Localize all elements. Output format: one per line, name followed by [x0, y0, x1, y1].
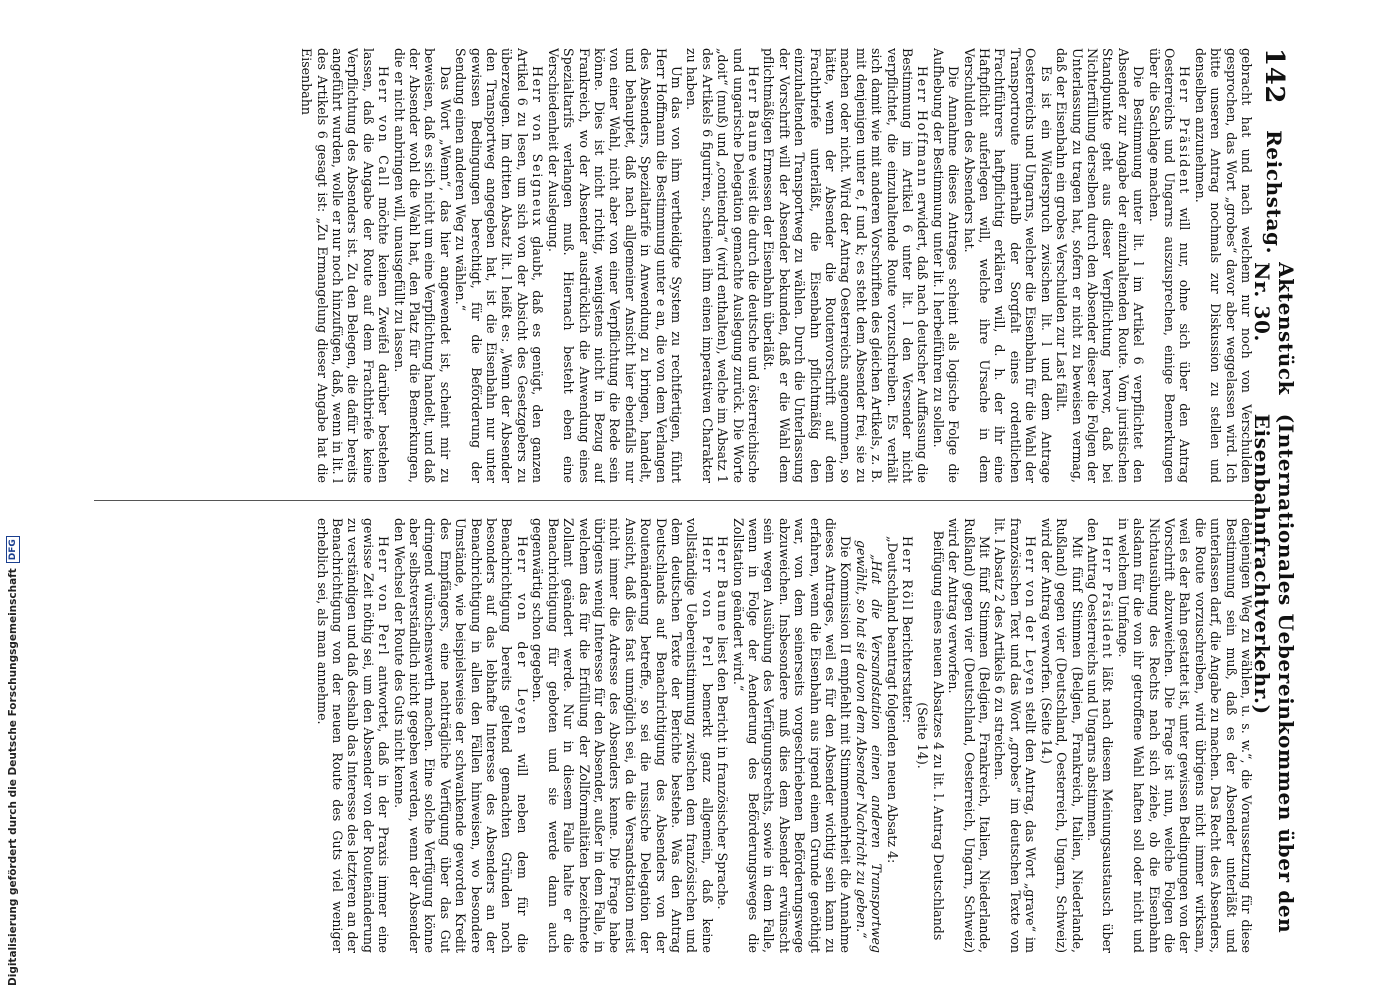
speaker-name: Herr Präsident [1177, 66, 1193, 196]
paragraph-text: Um das von ihm vertheidigte System zu rechtfertigen, führt Herr Hoffmann die Bestimmung unter e an, die von dem Verlangen des Absenders, Spezialtarife in Anwendung zu bringen, handelt, und behauptet, daß nach allgemeiner Ansicht hier ebenfalls nur von einer Wahl, nicht aber von einer Verpflichtung die Rede sein könne. Dies ist nicht richtig, wenigstens nicht in Bezug auf Frankreich, wo der Absender ausdrücklich die Anwendung eines Spezialtarifs verlangen muß. Hiernach besteht eben eine Verschiedenheit der Auslegung. [545, 48, 684, 483]
paragraph [391, 48, 453, 483]
speaker-name: Herr Röll [900, 536, 916, 612]
paragraph-text: Die Bestimmung unter lit. l im Artikel 6 verpflichtet den Absender zur Angabe der einzuhaltenden Route. Vom juristischen Standpunkte geht aus dieser Verpflichtung hervor, daß bei Nichterfüllung derselben durch den Absender dieser die Folgen der Unterlassung zu tragen hat, sofern er nicht zu beweisen vermag, daß der Eisenbahn ein grobes Verschulden zur Last fällt. [1054, 48, 1147, 483]
right-column [89, 518, 1254, 953]
paragraph [453, 48, 545, 483]
speaker-name: Herr von Seigneux [530, 66, 546, 228]
paragraph [299, 48, 391, 483]
rotated-document-page [82, 48, 1298, 953]
paragraph-text: erwidert, daß nach deutscher Auffassung die Bestimmung im Artikel 6 unter lit. l den Versender nicht verpflichtet, die einzuhaltende Route vorzuschreiben. Es verhält sich damit wie mit anderen Vorschriften des gleichen Artikels, z. B. mit denjenigen unter e, f und k; es steht dem Absender frei, sie zu machen oder nicht. Wird der Antrag Oesterreichs angenommen, so hätte, wenn der Absender die Routenvorschrift auf dem Frachtbriefe unterläßt, die Eisenbahn pflichtmäßig den einzuhaltenden Transportweg zu wählen. Durch die Unterlassung der Vorschrift will der Absender bekunden, daß er die Wahl dem pflichtmäßigen Ermessen der Eisenbahn überläßt. [761, 48, 931, 483]
paragraph [530, 518, 715, 953]
paragraph [1054, 48, 1146, 483]
speaker-name: Herr von Perl [376, 536, 392, 657]
speaker-name: Herr von der Leyen [1023, 536, 1039, 697]
paragraph [314, 518, 391, 953]
speaker-name: Herr von Perl [699, 536, 715, 669]
paragraph [915, 518, 946, 953]
paragraph-text: Die Annahme dieses Antrages scheint als logische Folge die Aufhebung der Bestimmung unter lit. l herbeiführen zu sollen. [930, 48, 962, 483]
paragraph-text: Mit fünf Stimmen (Belgien, Frankreich, Italien, Niederlande, Rußland) gegen vier (Deutschland, Oesterreich, Ungarn, Schweiz) wird der Antrag verworfen. [946, 518, 993, 953]
paragraph [961, 48, 1053, 483]
paragraph [853, 518, 884, 953]
page-header [1250, 48, 1298, 953]
paragraph [992, 518, 1038, 953]
paragraph-text: denjenigen Weg zu wählen, u. s. w.“, die Voraussetzung für diese Bestimmung sein muß, daß es der Absender unterläßt und unterlassen darf, die Angabe zu machen. Das Recht des Absenders, die Route vorzuschreiben, wird übrigens nicht immer wirksam, weil es der Bahn gestattet ist, unter gewissen Bedingungen von der Vorschrift abzuweichen. Die Frage ist nun, welche Folgen die Nichtausübung des Rechts nach sich ziehe, ob die Eisenbahn alsdann für die von ihr getroffene Wahl haften soll oder nicht und in welchem Umfange. [1115, 518, 1254, 953]
paragraph-text: stellt den Antrag, das Wort „grave“ im französischen Text und das Wort „grobes“ im deutschen Texte von lit. l Absatz 2 des Artikels 6 zu streichen. [992, 518, 1039, 953]
paragraph [1085, 518, 1116, 953]
paragraph [884, 518, 899, 953]
paragraph [545, 48, 684, 483]
paragraph-text: antwortet, daß in der Praxis immer eine gewisse Zeit nöthig sei, um den Absender von der Routenänderung zu verständigen und daß deshalb das Interesse des letzteren an der Benachrichtigung von der neuen Route des Guts viel weniger erheblich sei, als man annehme. [314, 518, 392, 953]
column-divider [94, 500, 1254, 501]
paragraph [761, 48, 930, 483]
header-section: Reichstag. [1262, 130, 1286, 255]
paragraph-text: Das Wort „Wenn“, das hier angewendet ist, scheint mir zu beweisen, daß es sich nicht um eine Verpflichtung handelt, und daß der Absender wohl die Wahl hat, den Platz für die Bemerkungen, die er nicht anbringen will, unausgefüllt zu lassen. [391, 48, 453, 483]
paragraph [1146, 48, 1192, 483]
speaker-name: Herr Präsident [1100, 536, 1116, 660]
paragraph-text: Mit fünf Stimmen (Belgien, Frankreich, Italien, Niederlande, Rußland) gegen vier (Deutschland, Oesterreich, Ungarn, Schweiz) wird der Antrag verworfen. (Seite 14.) [1038, 518, 1085, 953]
paragraph-text: Die Kommission II empfiehlt mit Stimmenmehrheit die Annahme dieses Antrages, weil es für den Absender wichtig sein kann zu erfahren, wenn die Eisenbahn aus irgend einem Grunde genöthigt war, von dem seinerseits vorgeschriebenen Beförderungswege abzuweichen. Insbesondere muß dies dem Absender erwünscht sein wegen Ausübung des Verfügungsrechts, sowie in dem Falle, wenn in Folge der Aenderung des Beförderungsweges die Zollstation geändert wird.“ [730, 518, 854, 953]
paragraph-text: Es ist ein Widerspruch zwischen lit. l und dem Antrage Oesterreichs und Ungarns, welcher die Eisenbahn für die Wahl der Transportroute innerhalb der Sorgfalt eines ordentlichen Frachtführers haftpflichtig erklären will, d. h. der ihr eine Haftpflicht auferlegen will, welche ihre Ursache in dem Verschulden des Absenders hat. [961, 48, 1054, 483]
footer-credit: Digitalisierung gefördert durch die Deutsche Forschungsgemeinschaft [7, 568, 19, 986]
paragraph-text: weist die durch die deutsche und österreichische und ungarische Delegation gemachte Auslegung zurück. Die Worte „doit“ (muß) und „contiendra“ (wird enthalten), welche im Absatz 1 des Artikels 6 figuriren, scheinen ihm einen imperativen Charakter zu haben. [684, 48, 761, 483]
paragraph-text: läßt nach diesem Meinungsaustausch über den Antrag Oesterreichs und Ungarns abstimmen. [1084, 518, 1116, 953]
paragraph [1038, 518, 1084, 953]
header-topic: (Internationales Uebereinkommen über den Eisenbahnfrachtverkehr.) [1250, 413, 1298, 934]
paragraph-text: will neben dem für die Benachrichtigung bereits geltend gemachten Gründen noch besonders auf das lebhafte Interesse des Absenders an der Benachrichtigung in allen den Fällen hinweisen, wo besondere Umstände, wie beispielsweise der schwankende geworden Kredit des Empfängers, eine nachträgliche Verfügung über das Gut dringend wünschenswerth machen. Eine solche Verfügung könne aber selbstverständlich nicht gegeben werden, wenn der Absender den Wechsel der Route des Guts nicht kenne. [391, 518, 530, 953]
paragraph-text: gebracht hat und nach welchem nur noch von Verschulden gesprochen, das Wort „grobes“ davor aber weggelassen wird. Ich bitte unseren Antrag nochmals zur Diskussion zu stellen und denselben anzunehmen. [1192, 48, 1254, 483]
speaker-name: Herr von Call [376, 66, 392, 188]
paragraph [946, 518, 992, 953]
paragraph [730, 518, 853, 953]
left-column [89, 48, 1254, 483]
paragraph [684, 48, 761, 483]
speaker-name: Herr von der Leyen [514, 536, 530, 736]
speaker-name: Herr Baume [746, 66, 761, 163]
paragraph-text: „Hat die Versandstation einen anderen Transportweg gewählt, so hat sie davon dem Absender Nachricht zu geben.“ [853, 540, 885, 953]
paragraph [1115, 518, 1254, 953]
text-columns [89, 48, 1254, 953]
paragraph-text: „Deutschland beantragt folgenden neuen Absatz 4: [884, 536, 900, 864]
paragraph [900, 518, 915, 953]
paragraph-text: liest den Bericht in französischer Sprache. [715, 636, 731, 910]
speaker-name: Herr Baume [715, 536, 731, 633]
paragraph-text: Beifügung eines neuen Absatzes 4 zu lit. l. Antrag Deutschlands (Seite 14). [915, 530, 946, 941]
page-number: 142 [1259, 48, 1289, 105]
header-document: Aktenstück Nr. 30. [1250, 262, 1298, 396]
paragraph [715, 518, 730, 953]
paragraph-text: will nur, ohne sich über den Antrag Oesterreichs und Ungarns auszusprechen, einige Bemerkungen über die Sachlage machen. [1146, 48, 1193, 483]
paragraph [391, 518, 530, 953]
paragraph-text: glaubt, daß es genügt, den ganzen Artikel 6 zu lesen, um sich von der Absicht des Gesetzgebers zu überzeugen. Im dritten Absatz lit. l heißt es: „Wenn der Absender den Transportweg angegeben hat, ist die Eisenbahn nur unter gewissen Bedingungen berechtigt, für die Beförderung der Sendung einen anderen Weg zu wählen.“ [453, 48, 546, 483]
paragraph-text: bemerkt ganz allgemein, daß keine vollständige Uebereinstimmung zwischen dem französischen und dem deutschen Texte der Berichte bestehe. Was den Antrag Deutschlands auf Benachrichtigung des Absenders von der Routenänderung betreffe, so sei die russische Delegation der Ansicht, daß dies fast unmöglich sei, da die Versandstation meist nicht immer die Adresse des Absenders kenne. Die Frage habe übrigens wenig Interesse für den Absender, außer in dem Falle, in welchem das für die Erfüllung der Zollformalitäten bezeichnete Zollamt geändert werde. Nur in diesem Falle halte er die Benachrichtigung für geboten und sie werde dann auch gegenwärtig schon gegeben. [530, 518, 715, 953]
paragraph [930, 48, 961, 483]
dfg-logo: DFG [6, 536, 20, 563]
speaker-name: Herr Hoffmann [915, 66, 931, 188]
digitization-footer [6, 539, 20, 986]
paragraph-text: Berichterstatter: [900, 615, 916, 724]
paragraph-text: möchte keinen Zweifel darüber bestehen lassen, daß die Angabe der Route auf dem Frachtbriefe keine Verpflichtung des Absenders ist. Zu den Belegen, die dafür bereits angeführt wurden, wolle er nur noch hinzufügen, daß, wenn in lit. l des Artikels 6 gesagt ist: „Zu Ermangelung dieser Angabe hat die Eisenbahn [299, 48, 392, 483]
paragraph [1192, 48, 1254, 483]
